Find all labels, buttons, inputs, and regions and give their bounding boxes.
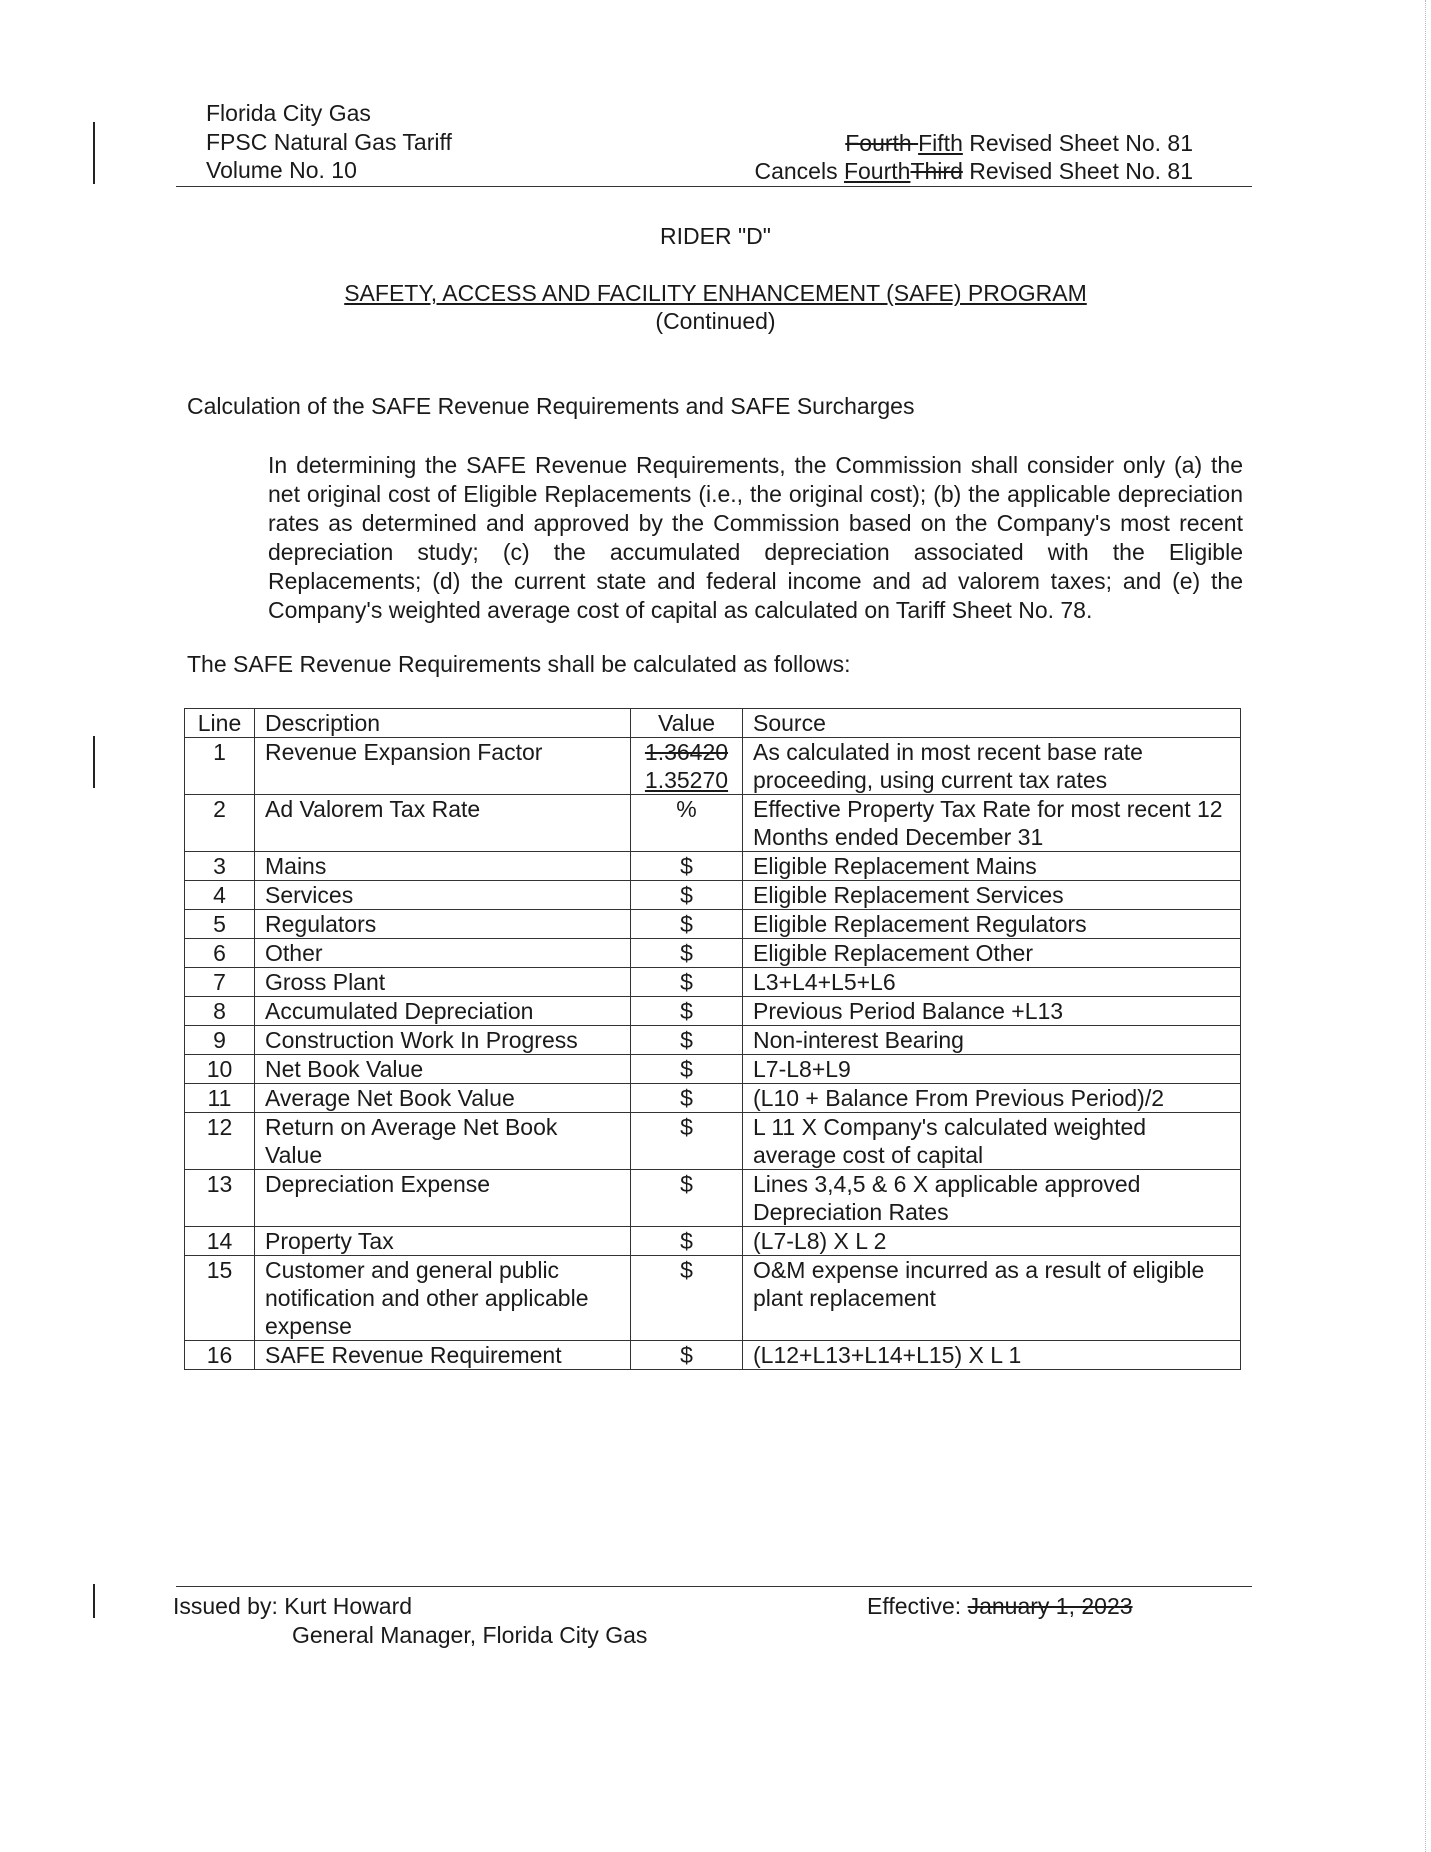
- row-line: 9: [185, 1026, 255, 1055]
- row-source: O&M expense incurred as a result of eligible plant replacement: [743, 1256, 1241, 1341]
- row-source: Lines 3,4,5 & 6 X applicable approved Depreciation Rates: [743, 1170, 1241, 1227]
- row-source: Eligible Replacement Mains: [743, 852, 1241, 881]
- row-line: 8: [185, 997, 255, 1026]
- table-row: [185, 852, 1241, 881]
- row-source: (L10 + Balance From Previous Period)/2: [743, 1084, 1241, 1113]
- row-line: 11: [185, 1084, 255, 1113]
- table-row: [185, 939, 1241, 968]
- row-description: SAFE Revenue Requirement: [255, 1341, 631, 1370]
- col-header-line: Line: [185, 709, 255, 738]
- table-row: [185, 881, 1241, 910]
- table-row: [185, 1084, 1241, 1113]
- footer-rule: [176, 1586, 1252, 1587]
- deleted-text: Third: [910, 158, 963, 184]
- deleted-text: 1.36420: [644, 739, 729, 765]
- row-source: Non-interest Bearing: [743, 1026, 1241, 1055]
- section-heading: Calculation of the SAFE Revenue Requirements and SAFE Surcharges: [187, 393, 915, 419]
- row-value: %: [631, 795, 743, 852]
- continued-label: (Continued): [655, 308, 776, 334]
- row-value: $: [631, 1341, 743, 1370]
- row-line: 15: [185, 1256, 255, 1341]
- row-source: L3+L4+L5+L6: [743, 968, 1241, 997]
- table-row: [185, 1170, 1241, 1227]
- table-row: [185, 1227, 1241, 1256]
- header-rule: [176, 186, 1252, 187]
- row-line: 3: [185, 852, 255, 881]
- row-description: Other: [255, 939, 631, 968]
- row-description: Property Tax: [255, 1227, 631, 1256]
- row-value: $: [631, 1170, 743, 1227]
- effective-label: Effective:: [867, 1593, 968, 1619]
- row-description: Return on Average Net Book Value: [255, 1113, 631, 1170]
- row-description: Services: [255, 881, 631, 910]
- table-row: [185, 968, 1241, 997]
- deleted-text: January 1, 2023: [967, 1593, 1133, 1619]
- row-value: $: [631, 1055, 743, 1084]
- volume-number: Volume No. 10: [206, 157, 357, 183]
- row-value: $: [631, 881, 743, 910]
- row-line: 5: [185, 910, 255, 939]
- sheet-number-rest: Revised Sheet No. 81: [962, 130, 1193, 156]
- revenue-requirements-table: [184, 708, 1241, 1370]
- table-row: [185, 910, 1241, 939]
- row-description: Regulators: [255, 910, 631, 939]
- inserted-text: 1.35270: [644, 767, 729, 793]
- row-value: $: [631, 968, 743, 997]
- row-line: 2: [185, 795, 255, 852]
- row-value: $: [631, 1084, 743, 1113]
- intro-line: The SAFE Revenue Requirements shall be calculated as follows:: [187, 651, 851, 677]
- table-row: [185, 1055, 1241, 1084]
- row-description: Gross Plant: [255, 968, 631, 997]
- row-line: 4: [185, 881, 255, 910]
- body-paragraph: [187, 451, 1243, 625]
- row-description: Construction Work In Progress: [255, 1026, 631, 1055]
- row-description: Customer and general public notification and other applicable expense: [255, 1256, 631, 1341]
- sheet-number: [845, 129, 1193, 158]
- row-value: $: [631, 1227, 743, 1256]
- row-source: Eligible Replacement Regulators: [743, 910, 1241, 939]
- row-value: $: [631, 997, 743, 1026]
- row-source: (L12+L13+L14+L15) X L 1: [743, 1341, 1241, 1370]
- row-value: $: [631, 939, 743, 968]
- row-value: $: [631, 1256, 743, 1341]
- table-row: [185, 1026, 1241, 1055]
- cancels-prefix: Cancels: [754, 158, 844, 184]
- row-source: Eligible Replacement Services: [743, 881, 1241, 910]
- row-line: 12: [185, 1113, 255, 1170]
- revision-bar: [93, 122, 95, 184]
- row-line: 6: [185, 939, 255, 968]
- tariff-name: FPSC Natural Gas Tariff: [206, 129, 452, 155]
- table-header-row: [185, 709, 1241, 738]
- table-row: [185, 1341, 1241, 1370]
- row-source: Eligible Replacement Other: [743, 939, 1241, 968]
- row-description: Depreciation Expense: [255, 1170, 631, 1227]
- deleted-text: Fourth: [845, 130, 919, 156]
- inserted-text: Fourth: [843, 158, 911, 184]
- table-row: [185, 997, 1241, 1026]
- company-name: Florida City Gas: [206, 100, 371, 126]
- cancels-rest: Revised Sheet No. 81: [962, 158, 1193, 184]
- row-description: Mains: [255, 852, 631, 881]
- row-line: 7: [185, 968, 255, 997]
- issuer-title: General Manager, Florida City Gas: [292, 1622, 648, 1648]
- row-value: [631, 738, 743, 795]
- row-line: 16: [185, 1341, 255, 1370]
- rider-title: RIDER "D": [660, 223, 771, 249]
- issued-by: Issued by: Kurt Howard: [173, 1593, 413, 1619]
- row-value: $: [631, 1113, 743, 1170]
- row-description: Average Net Book Value: [255, 1084, 631, 1113]
- program-title: [0, 279, 1431, 308]
- row-value: $: [631, 1026, 743, 1055]
- row-line: 13: [185, 1170, 255, 1227]
- row-source: L 11 X Company's calculated weighted average cost of capital: [743, 1113, 1241, 1170]
- row-source: As calculated in most recent base rate proceeding, using current tax rates: [743, 738, 1241, 795]
- row-description: Revenue Expansion Factor: [255, 738, 631, 795]
- row-description: Ad Valorem Tax Rate: [255, 795, 631, 852]
- row-value: $: [631, 852, 743, 881]
- body-paragraph-text: In determining the SAFE Revenue Requirements, the Commission shall consider only (a) the net original cost of Eligible Replacements (i.e., the original cost); (b) the applicable depreciation rates as determined and approved by the Commission based on the Company's most recent depreciation study; (c) the accumulated depreciation associated with the Eligible Replacements; (d) the current state and federal income and ad valorem taxes; and (e) the Company's weighted average cost of capital as calculated on Tariff Sheet No. 78.: [268, 452, 1243, 623]
- cancels-sheet: [754, 157, 1193, 186]
- row-source: L7-L8+L9: [743, 1055, 1241, 1084]
- table-row: [185, 1256, 1241, 1341]
- scan-edge: [1425, 0, 1426, 1852]
- col-header-description: Description: [255, 709, 631, 738]
- table-row: [185, 738, 1241, 795]
- revision-bar: [93, 1584, 95, 1618]
- revision-bar: [93, 736, 95, 788]
- row-source: Effective Property Tax Rate for most recent 12 Months ended December 31: [743, 795, 1241, 852]
- row-line: 1: [185, 738, 255, 795]
- row-line: 14: [185, 1227, 255, 1256]
- row-value: $: [631, 910, 743, 939]
- row-description: Net Book Value: [255, 1055, 631, 1084]
- col-header-source: Source: [743, 709, 1241, 738]
- col-header-value: Value: [631, 709, 743, 738]
- program-title-text: SAFETY, ACCESS AND FACILITY ENHANCEMENT (SAFE) PROGRAM: [344, 280, 1087, 306]
- row-line: 10: [185, 1055, 255, 1084]
- row-source: (L7-L8) X L 2: [743, 1227, 1241, 1256]
- row-description: Accumulated Depreciation: [255, 997, 631, 1026]
- table-row: [185, 795, 1241, 852]
- table-row: [185, 1113, 1241, 1170]
- effective-date: [867, 1592, 1133, 1621]
- row-source: Previous Period Balance +L13: [743, 997, 1241, 1026]
- inserted-text: Fifth: [918, 130, 963, 156]
